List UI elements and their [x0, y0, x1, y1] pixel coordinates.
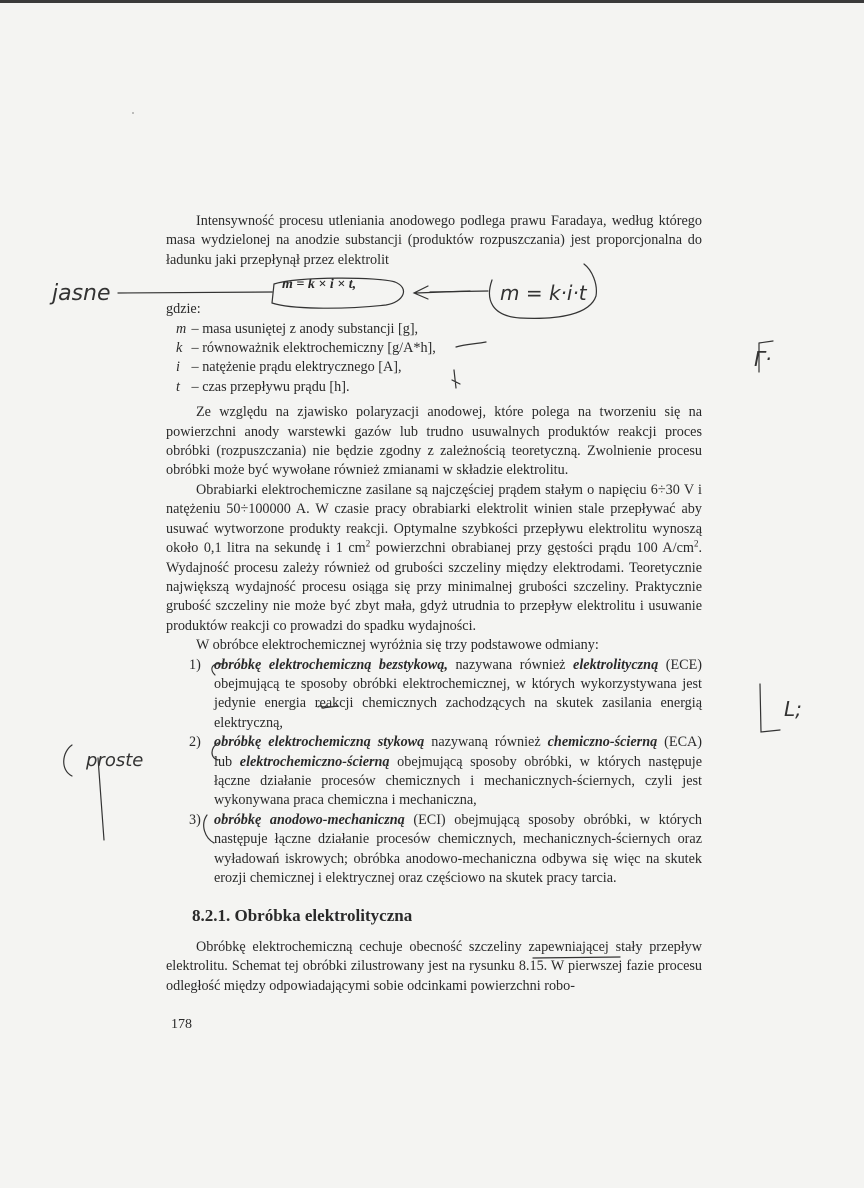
- variants-list: [166, 656, 702, 889]
- margin-mark-right: [760, 684, 780, 732]
- handwritten-note-proste: proste: [86, 750, 144, 771]
- definition-item: m – masa usuniętej z anody substancji [g],: [176, 320, 419, 337]
- list-item: 3) obróbkę anodowo-mechaniczną (ECI) obejmującą sposoby obróbki, w których następuje łączne działanie procesów chemicznych, mechanicznych-ściernych oraz wyładowań iskrowych; obróbka anodowo-mechaniczna odbywa się więc na skutek erozji chemicznej i elektrycznej oraz częściowo na skutek pracy tarcia.: [189, 811, 702, 886]
- page-number: 178: [171, 1017, 192, 1032]
- list-item: 1) obróbkę elektrochemiczną bezstykową, nazywana również elektrolityczną (ECE) obejmującą te sposoby obróbki elektrochemicznej, w których wykorzystywana jest jedynie energia reakcji chemicznych zachodzących na skutek zasilania energią elektryczną,: [189, 656, 702, 731]
- list-item: 2) obróbkę elektrochemiczną stykową nazywaną również chemiczno-ścierną (ECA) lub elektrochemiczno-ścierną obejmującą sposoby obróbki, w których następuje łączne działanie procesów chemicznych i mechanicznych-ściernych, czyli jest wykonywana praca chemiczna i mechaniczna,: [189, 734, 703, 809]
- faraday-formula: m = k × i × t,: [282, 277, 357, 293]
- paragraph-faraday: Intensywność procesu utleniania anodowego podlega prawu Faradaya, według którego masa wydzielonej na anodzie substancji (produktów rozpuszczania) jest proporcjonalna do ładunku jaki przepłynął przez elektrolit: [166, 213, 702, 268]
- paragraph-electrolytic: Obróbkę elektrochemiczną cechuje obecność szczeliny zapewniającej stały przepływ elektrolitu. Schemat tej obróbki zilustrowany jest na rysunku 8.15. W pierwszej fazie procesu odległość między odpowiadającymi sobie odcinkami powierzchni robo-: [166, 938, 702, 994]
- scan-top-edge: [0, 0, 864, 3]
- scan-speck: [132, 112, 134, 114]
- gdzie-label: gdzie:: [166, 301, 201, 318]
- margin-bracket-left: [64, 745, 72, 776]
- formula-row: [166, 270, 702, 300]
- definition-list: [176, 320, 702, 398]
- definition-item: t – czas przepływu prądu [h].: [176, 378, 350, 395]
- margin-bracket-stroke: [98, 758, 104, 840]
- paragraph-polarization: Ze względu na zjawisko polaryzacji anodowej, które polega na tworzeniu się na powierzchni anody warstewki gazów lub trudno usuwalnych produktów reakcji proces obróbki (rozpuszczania) nie będzie zgodny z zależnością teoretyczną. Zwolnienie procesu obróbki może być wywołane również zmianami w składzie elektrolitu.: [166, 404, 702, 479]
- handwritten-mark-right-1: Γ·: [754, 347, 772, 371]
- paragraph-machines: Obrabiarki elektrochemiczne zasilane są najczęściej prądem stałym o napięciu 6÷30 V i natężeniu 50÷100000 A. W czasie pracy obrabiarki elektrolit winien stale przepływać aby usuwać wytworzone produkty reakcji. Optymalne szybkości przepływu elektrolitu wynoszą około 0,1 litra na sekundę i 1 $cm^2$ powierzchni obrabianej przy gęstości prądu 100 $A/cm^2$. Wydajność procesu zależy również od grubości szczeliny między elektrodami. Teoretycznie największą wydajność procesu osiąga się przy minimalnej grubości szczeliny. Praktycznie grubość szczeliny nie może być zbyt mała, gdyż utrudnia to przepływ elektrolitu i usuwanie produktów reakcji co prowadzi do spadku wydajności.: [166, 481, 702, 634]
- handwritten-mark-right-2: L;: [784, 697, 802, 721]
- margin-mark-right: [759, 341, 773, 372]
- handwritten-formula-note: m = k·i·t: [500, 281, 587, 305]
- section-title: 8.2.1. Obróbka elektrolityczna: [192, 906, 413, 926]
- definition-item: i – natężenie prądu elektrycznego [A],: [176, 359, 402, 376]
- handwritten-note-left: jasne: [52, 281, 111, 306]
- definition-item: k – równoważnik elektrochemiczny [g/A*h],: [176, 340, 436, 357]
- document-page: [166, 212, 702, 996]
- paragraph-variants-intro: W obróbce elektrochemicznej wyróżnia się trzy podstawowe odmiany:: [196, 637, 599, 654]
